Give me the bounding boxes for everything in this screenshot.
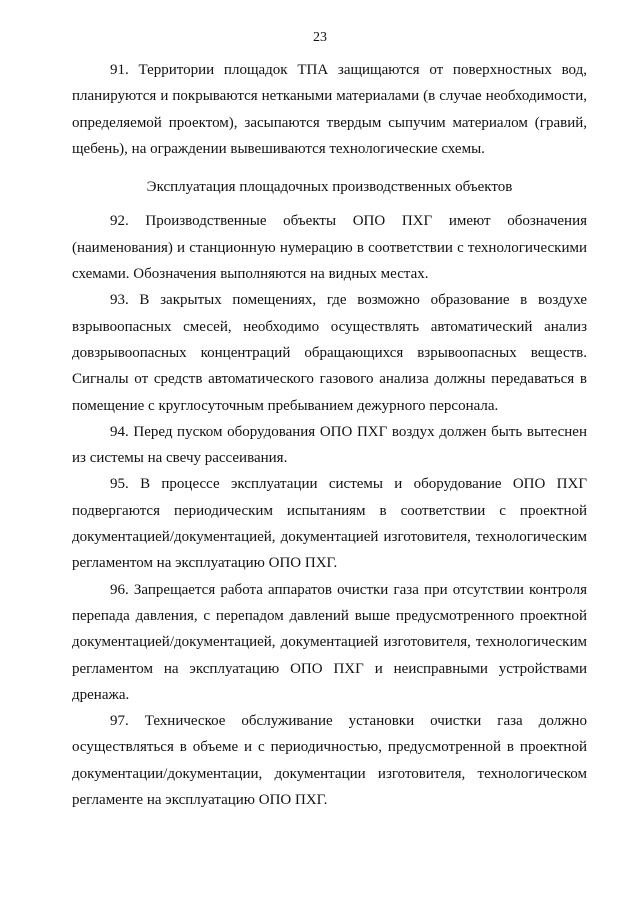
paragraph-94: 94. Перед пуском оборудования ОПО ПХГ воздух должен быть вытеснен из системы на свечу рассеивания. bbox=[72, 423, 587, 467]
document-body bbox=[72, 57, 587, 813]
paragraph-91: 91. Территории площадок ТПА защищаются от поверхностных вод, планируются и покрываются неткаными материалами (в случае необходимости, определяемой проектом), засыпаются твердым сыпучим материалом (гравий, щебень), на ограждении вывешиваются технологические схемы. bbox=[72, 62, 587, 157]
paragraph-96: 96. Запрещается работа аппаратов очистки газа при отсутствии контроля перепада давления, с перепадом давлений выше предусмотренного проектной документацией/документацией, документацией изготовителя, технологическим регламентом на эксплуатацию ОПО ПХГ и неисправными устройствами дренажа. bbox=[72, 581, 587, 703]
paragraph-93: 93. В закрытых помещениях, где возможно образование в воздухе взрывоопасных смесей, необходимо осуществлять автоматический анализ довзрывоопасных концентраций обращающихся взрывоопасных веществ. Сигналы от средств автоматического газового анализа должны передаваться в помещение с круглосуточным пребыванием дежурного персонала. bbox=[72, 292, 587, 414]
paragraph-95: 95. В процессе эксплуатации системы и оборудование ОПО ПХГ подвергаются периодическим испытаниям в соответствии с проектной документацией/документацией, документацией изготовителя, технологическим регламентом на эксплуатацию ОПО ПХГ. bbox=[72, 476, 587, 572]
section-heading: Эксплуатация площадочных производственных объектов bbox=[146, 179, 513, 196]
paragraph-92: 92. Производственные объекты ОПО ПХГ имеют обозначения (наименования) и станционную нумерацию в соответствии с технологическими схемами. Обозначения выполняются на видных местах. bbox=[72, 213, 587, 283]
paragraph-97: 97. Техническое обслуживание установки очистки газа должно осуществляться в объеме и с периодичностью, предусмотренной в проектной документации/документации, документации изготовителя, технологическом регламенте на эксплуатацию ОПО ПХГ. bbox=[72, 713, 587, 809]
page-number: 23 bbox=[313, 30, 327, 45]
